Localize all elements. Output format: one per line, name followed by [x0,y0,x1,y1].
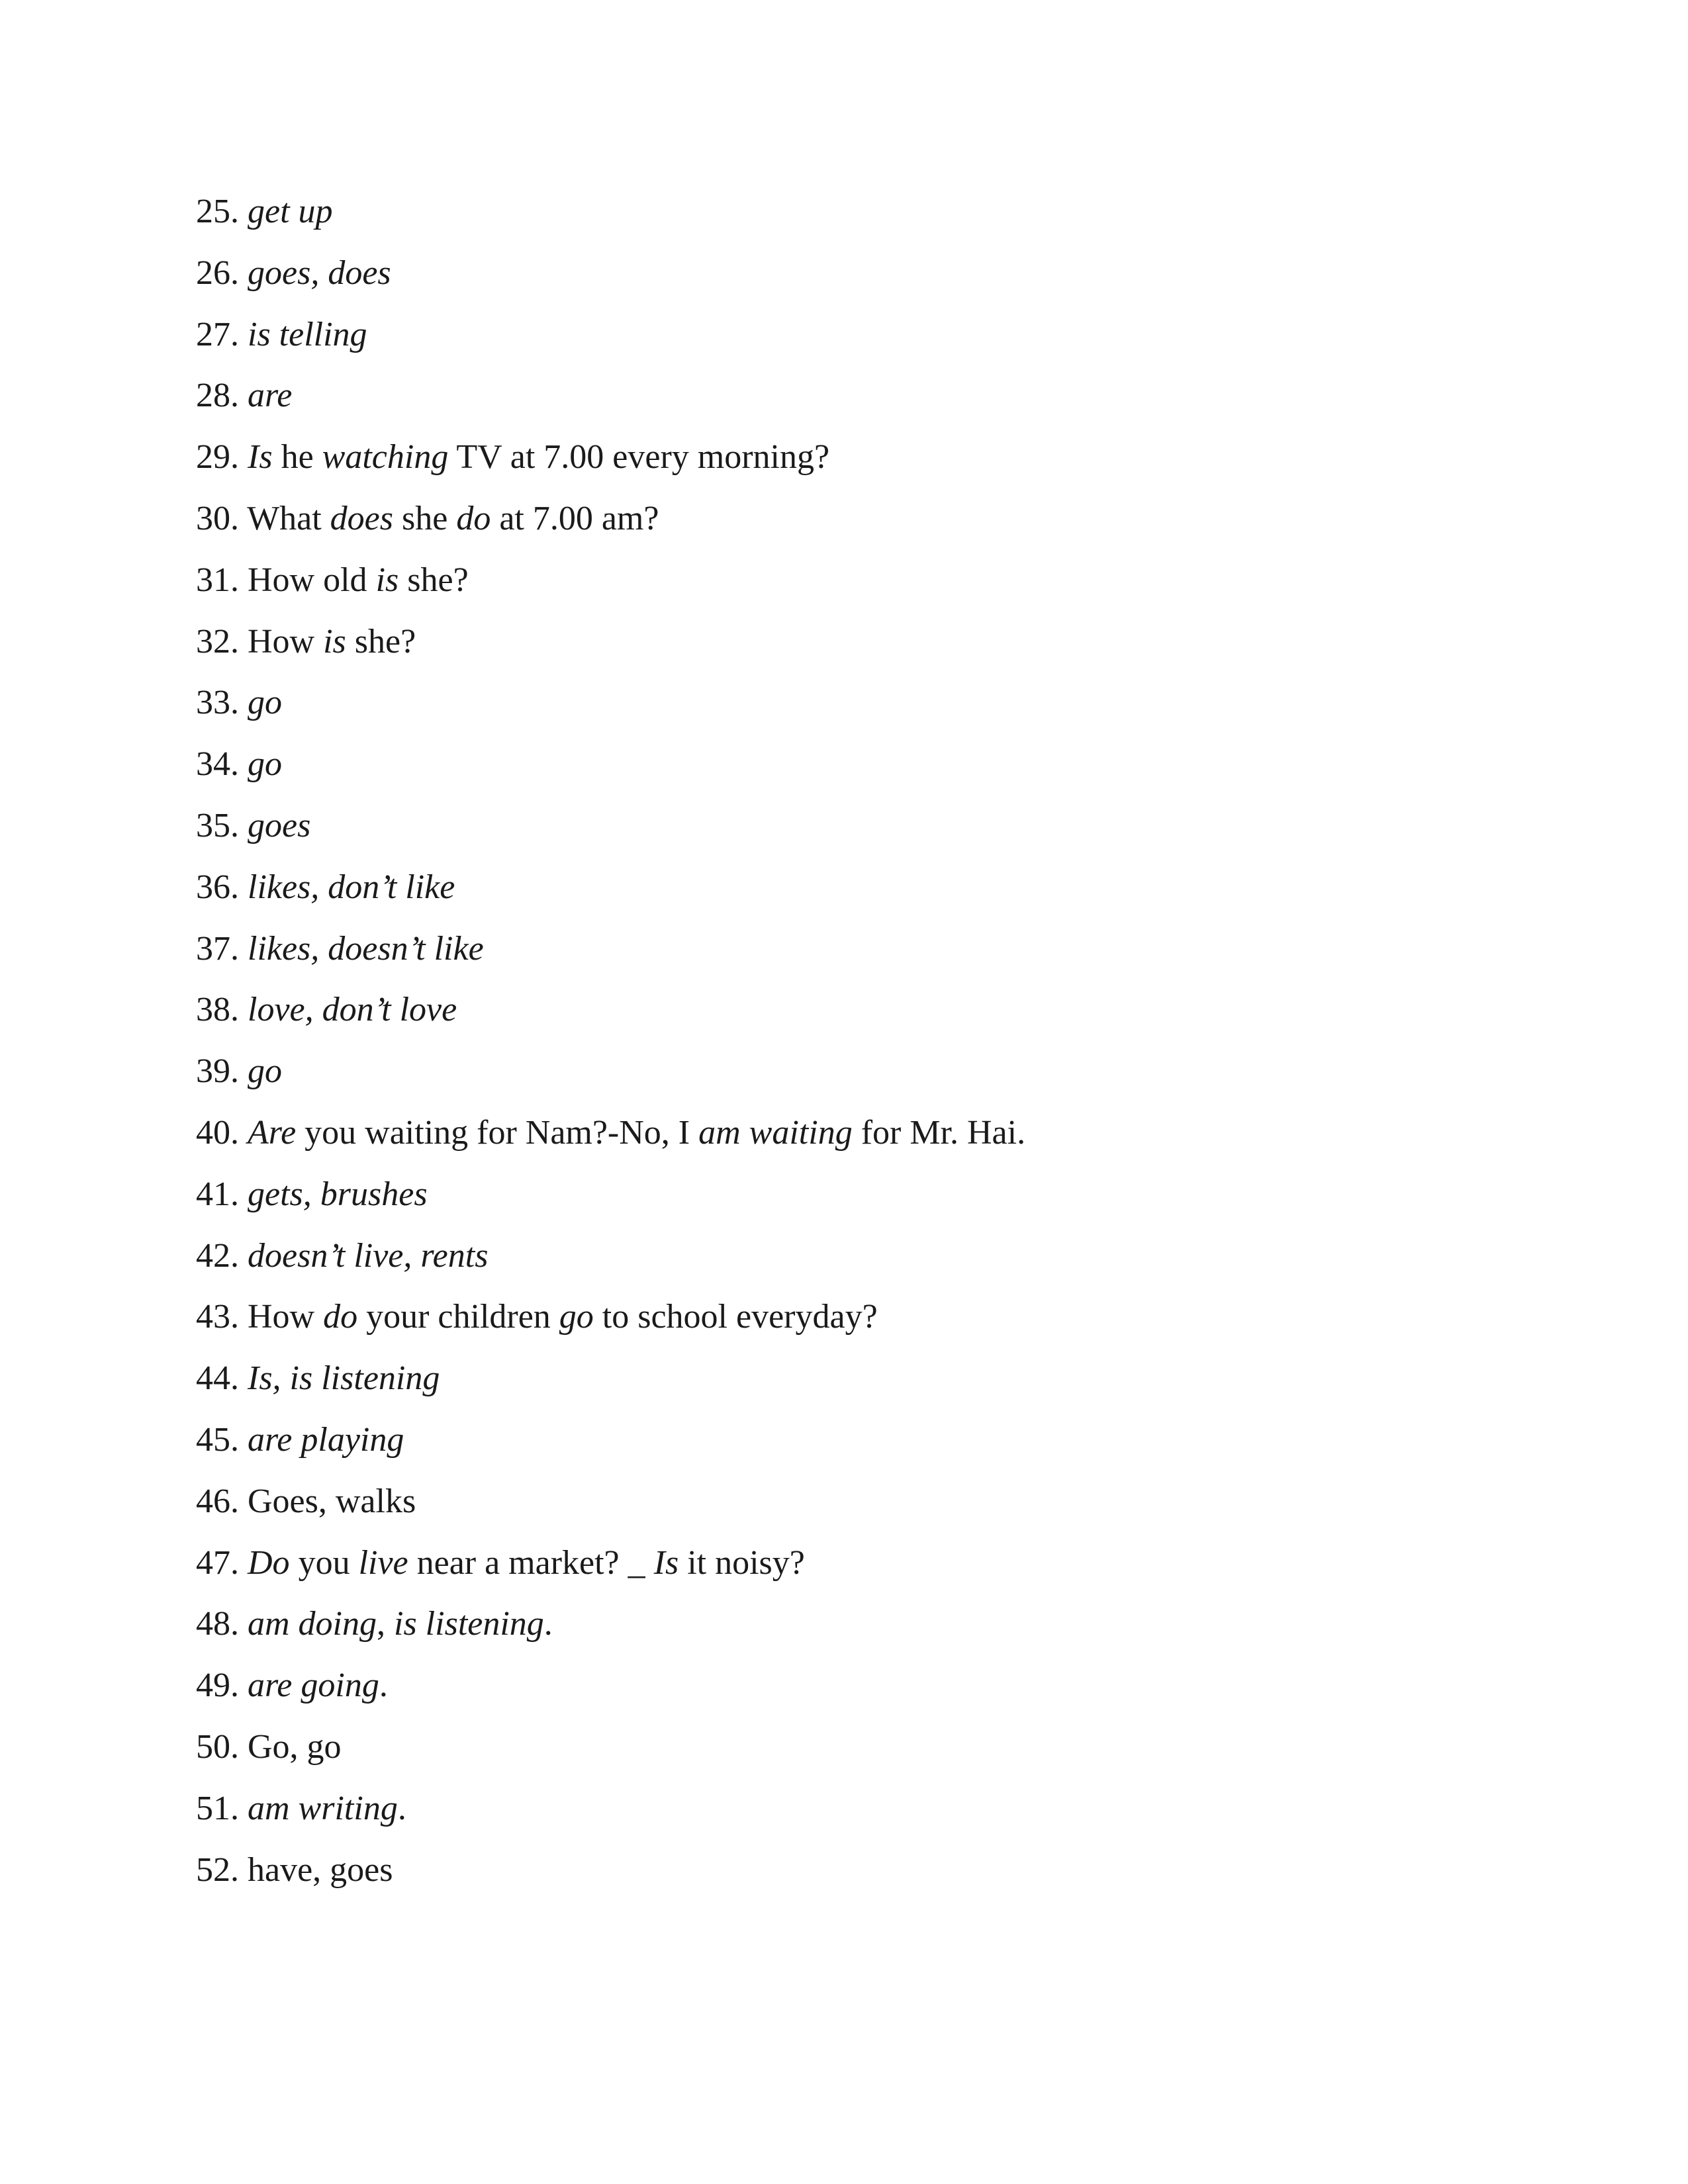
answer-text: your children [357,1298,559,1336]
answer-text: he [272,438,322,477]
answer-text: she [393,499,457,537]
answer-text: near a market? _ [408,1543,654,1582]
answer-text: TV at 7.00 every morning? [448,438,830,477]
answer-text: you [289,1543,359,1582]
answer-number: 28. [196,377,239,415]
answer-text: Is [248,438,273,477]
answer-text: Do [248,1543,290,1582]
answer-text: How [248,622,324,660]
answer-text: you waiting for Nam?-No, I [296,1113,699,1152]
answer-item [196,1359,1025,1398]
answer-text: am doing [248,1605,377,1643]
answer-text: goes [248,806,311,844]
answer-number: 38. [196,991,239,1029]
answer-text: likes, doesn’t like [248,929,484,968]
answer-number: 43. [196,1298,239,1336]
answer-number: 39. [196,1052,239,1091]
answer-item [196,990,1025,1030]
answer-text: am waiting [698,1113,853,1152]
answer-text: she? [346,622,416,660]
answer-text: it noisy? [679,1543,805,1582]
answer-item [196,1175,1025,1214]
answer-item [196,253,1025,293]
answer-number: 45. [196,1420,239,1459]
answer-text: watching [322,438,449,477]
answer-number: 29. [196,438,239,477]
answer-text: at 7.00 am? [491,499,659,537]
answer-item [196,1604,1025,1644]
answer-text: . [543,1605,553,1643]
answer-text: go [248,745,282,784]
answer-text: does [330,499,393,537]
answer-text: likes, don’t like [248,868,455,906]
answer-item [196,868,1025,907]
answer-item [196,1482,1025,1522]
answer-text: go [248,684,282,722]
answer-text: go [248,1052,282,1091]
answer-text: go [559,1298,594,1336]
answer-number: 33. [196,684,239,722]
answer-number: 32. [196,622,239,660]
answer-text: gets, brushes [248,1175,428,1213]
answer-item [196,1052,1025,1091]
answer-item [196,1543,1025,1583]
answer-item [196,1666,1025,1706]
answer-item [196,1297,1025,1337]
answer-number: 47. [196,1543,239,1582]
answer-text: for Mr. Hai. [852,1113,1026,1152]
answer-text: is telling [248,315,367,353]
answer-text: What [247,499,330,537]
answer-text: do [323,1298,358,1336]
answer-number: 27. [196,315,239,353]
answer-item [196,1727,1025,1767]
answer-text: . [379,1666,388,1705]
answer-number: 42. [196,1236,239,1275]
answer-item [196,622,1025,662]
answer-text: get up [248,193,333,230]
answer-item [196,806,1025,846]
answer-number: 35. [196,806,239,844]
answer-text: are playing [248,1420,404,1459]
answer-item [196,1850,1025,1890]
answer-item [196,745,1025,784]
answer-item [196,561,1025,600]
answer-number: 49. [196,1666,239,1705]
answer-number: 34. [196,745,239,784]
answer-item [196,1113,1025,1153]
answer-number: 44. [196,1359,239,1398]
answer-text: do [456,499,491,537]
answer-text: How old [248,561,376,599]
answer-number: 26. [196,253,239,292]
answer-item [196,929,1025,969]
answer-number: 52. [196,1850,239,1889]
answer-text: Goes, walks [248,1482,416,1520]
answer-text: . [397,1789,406,1827]
answer-text: goes, does [248,253,391,292]
answer-item [196,499,1025,539]
answer-text: is [323,622,346,660]
answer-item [196,1420,1025,1460]
answer-item [196,437,1025,477]
answer-text: doesn’t live, rents [248,1236,489,1275]
answer-item [196,376,1025,416]
answer-number: 31. [196,561,239,599]
answer-text: , [377,1605,394,1643]
answer-item [196,315,1025,355]
answer-text: love, don’t love [248,991,457,1029]
answer-number: 48. [196,1605,239,1643]
answer-text: Are [248,1113,297,1152]
answer-text: How [248,1298,324,1336]
answer-list [196,192,1025,1911]
answer-text: she? [399,561,469,599]
answer-item [196,1789,1025,1829]
answer-text: have, goes [248,1850,393,1889]
answer-item [196,192,1025,232]
answer-number: 51. [196,1789,239,1827]
answer-item [196,683,1025,723]
answer-number: 46. [196,1482,239,1520]
answer-text: are [248,377,293,415]
answer-number: 41. [196,1175,239,1213]
answer-text: Is [653,1543,679,1582]
answer-number: 36. [196,868,239,906]
answer-number: 40. [196,1113,239,1152]
answer-text: Is, is listening [248,1359,440,1398]
answer-text: live [358,1543,408,1582]
answer-text: to school everyday? [593,1298,878,1336]
answer-number: 50. [196,1727,239,1766]
answer-number: 37. [196,929,239,968]
answer-item [196,1236,1025,1276]
answer-text: are going [248,1666,379,1705]
answer-text: Go, go [248,1727,342,1766]
answer-text: is [375,561,399,599]
answer-number: 25. [196,193,239,230]
answer-number: 30. [196,499,239,537]
answer-text: is listening [394,1605,544,1643]
answer-text: am writing [248,1789,398,1827]
